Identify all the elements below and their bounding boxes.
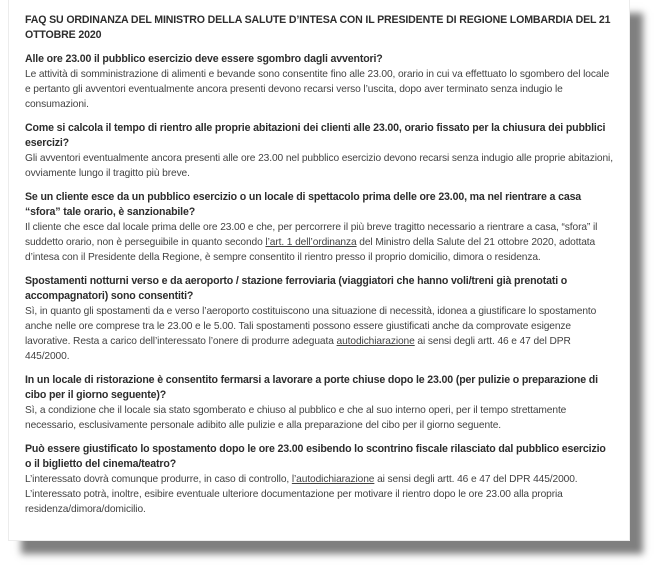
faq-question: Se un cliente esce da un pubblico esercizio o un locale di spettacolo prima delle ore 23.00, ma nel rientrare a casa “sfora” tale orario, è sanzionabile? — [25, 191, 582, 218]
faq-question: Come si calcola il tempo di rientro alle proprie abitazioni dei clienti alle 23.00, orario fissato per la chiusura dei pubblici esercizi? — [25, 122, 606, 149]
inline-link[interactable]: l’art. 1 dell’ordinanza — [265, 237, 357, 248]
faq-question: In un locale di ristorazione è consentito fermarsi a lavorare a porte chiuse dopo le 23.00 (per pulizie o preparazione di cibo per il giorno seguente)? — [25, 374, 598, 401]
inline-link[interactable]: l’autodichiarazione — [291, 474, 375, 485]
document-title: FAQ SU ORDINANZA DEL MINISTRO DELLA SALUTE D’INTESA CON IL PRESIDENTE DI REGIONE LOMBARDIA DEL 21 OTTOBRE 2020 — [25, 14, 611, 41]
faq-answer: Il cliente che esce dal locale prima delle ore 23.00 e che, per percorrere il più breve tragitto necessario a rientrare a casa, “sfora” il suddetto orario, non è perseguibile in quanto secondo l’art. 1 dell’ordinanza del Ministro della Salute del 21 ottobre 2020, adottata d’intesa con il Presidente della Regione, è sempre consentito il rientro presso il proprio domicilio, dimora o residenza. — [25, 222, 598, 263]
faq-answer: Le attività di somministrazione di alimenti e bevande sono consentite fino alle 23.00, orario in cui va effettuato lo sgombero del locale e pertanto gli avventori eventualmente ancora presenti devono recarsi verso l’uscita, dopo aver terminato senza indugio le consumazioni. — [25, 69, 610, 110]
faq-question: Può essere giustificato lo spostamento dopo le ore 23.00 esibendo lo scontrino fiscale rilasciato dal pubblico esercizio o il biglietto del cinema/teatro? — [25, 443, 606, 470]
faq-item — [25, 274, 613, 364]
faq-item — [25, 121, 613, 181]
inline-link[interactable]: autodichiarazione — [336, 336, 415, 347]
faq-question: Spostamenti notturni verso e da aeroporto / stazione ferroviaria (viaggiatori che hanno voli/treni già prenotati o accompagnatori) sono consentiti? — [25, 275, 568, 302]
faq-answer: Sì, in quanto gli spostamenti da e verso l’aeroporto costituiscono una situazione di necessità, idonea a giustificare lo spostamento anche nelle ore comprese tra le 23.00 e le 5.00. Tali spostamenti possono essere giustificati anche da comprovate esigenze lavorative. Resta a carico dell’interessato l’onere di produrre adeguata autodichiarazione ai sensi degli artt. 46 e 47 del DPR 445/2000. — [25, 306, 597, 362]
faq-item — [25, 442, 613, 517]
faq-item — [25, 373, 613, 433]
faq-answer: L’interessato dovrà comunque produrre, in caso di controllo, l’autodichiarazione ai sensi degli artt. 46 e 47 del DPR 445/2000. L’interessato potrà, inoltre, esibire eventuale ulteriore documentazione per motivare il rientro dopo le ore 23.00 alla propria residenza/dimora/domicilio. — [25, 474, 578, 515]
faq-answer: Gli avventori eventualmente ancora presenti alle ore 23.00 nel pubblico esercizio devono recarsi senza indugio alle proprie abitazioni, ovviamente lungo il tragitto più breve. — [25, 153, 613, 179]
faq-list — [25, 52, 613, 517]
faq-item — [25, 52, 613, 112]
faq-question: Alle ore 23.00 il pubblico esercizio deve essere sgombro dagli avventori? — [25, 53, 383, 65]
faq-answer: Sì, a condizione che il locale sia stato sgomberato e chiuso al pubblico e che al suo interno operi, per il tempo strettamente necessario, esclusivamente personale adibito alle pulizie e alla preparazione del cibo per il giorno seguente. — [25, 405, 567, 431]
faq-item — [25, 190, 613, 265]
document-page — [8, 0, 630, 541]
